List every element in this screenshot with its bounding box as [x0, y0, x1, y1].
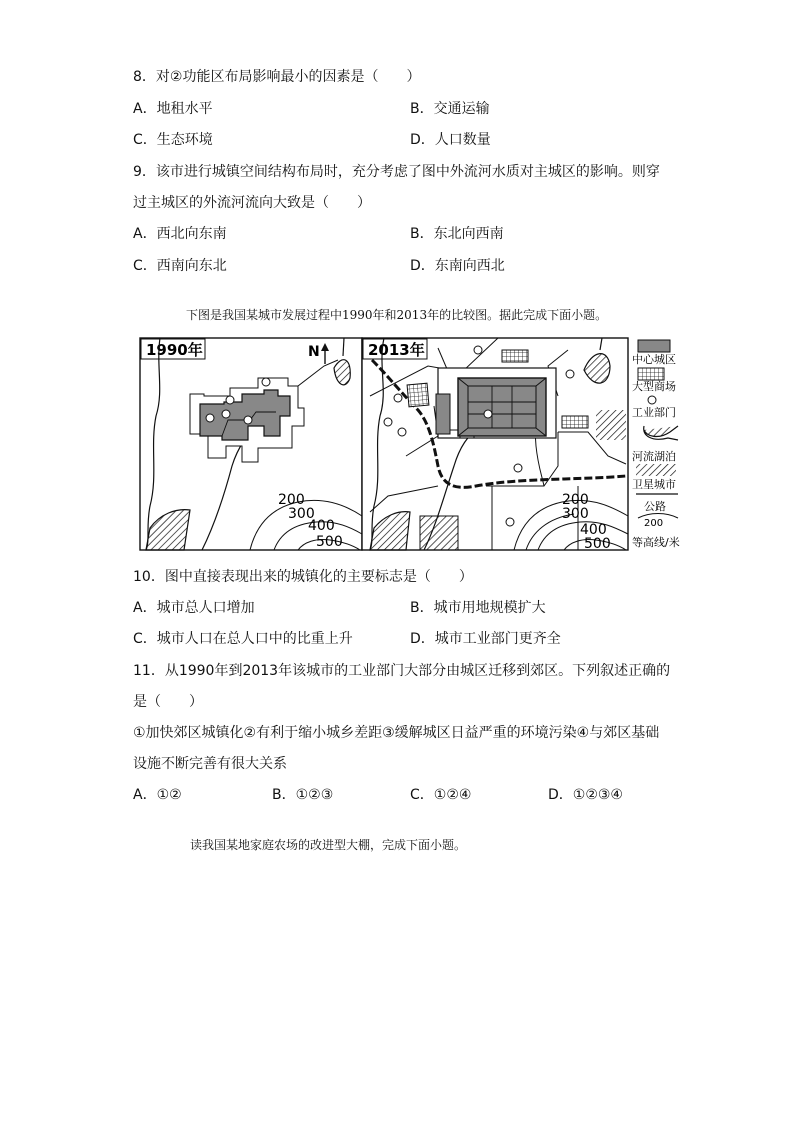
legend: [632, 340, 680, 549]
contour-2013-200: 200: [562, 492, 589, 508]
legend-contour-label: 等高线/米: [632, 536, 680, 549]
q10-option-b[interactable]: B．城市用地规模扩大: [410, 600, 546, 616]
q10-option-c[interactable]: C．城市人口在总人口中的比重上升: [133, 631, 353, 647]
legend-river-label: 河流湖泊: [632, 450, 676, 463]
legend-road-label: 公路: [644, 500, 666, 513]
q8-option-c[interactable]: C．生态环境: [133, 132, 213, 148]
svg-text:N: N: [308, 344, 320, 360]
q9-option-a[interactable]: A．西北向东南: [133, 226, 227, 242]
contour-1990-300: 300: [288, 506, 315, 522]
q11-option-a[interactable]: A．①②: [133, 787, 182, 803]
legend-mall-label: 大型商场: [632, 380, 676, 393]
mall-2013-2: [562, 416, 588, 428]
q11-option-d[interactable]: D．①②③④: [548, 787, 623, 803]
q11-stem-line1: 11．从1990年到2013年该城市的工业部门大部分由城区迁移到郊区。下列叙述正确的: [133, 663, 671, 679]
legend-contour-sample: 200: [644, 518, 664, 529]
q10-stem: 10．图中直接表现出来的城镇化的主要标志是（ ）: [133, 569, 473, 585]
contour-2013-500: 500: [584, 536, 611, 552]
satellite-town-2: [596, 410, 626, 440]
legend-satellite-label: 卫星城市: [632, 478, 676, 491]
q8-option-b[interactable]: B．交通运输: [410, 101, 490, 117]
figure-intro: 下图是我国某城市发展过程中1990年和2013年的比较图。据此完成下面小题。: [186, 308, 608, 322]
q9-option-c[interactable]: C．西南向东北: [133, 258, 227, 274]
q9-stem-line2: 过主城区的外流河流向大致是（ ）: [133, 195, 371, 211]
q10-option-d[interactable]: D．城市工业部门更齐全: [410, 631, 561, 647]
q9-option-b[interactable]: B．东北向西南: [410, 226, 504, 242]
panel-2013-label: 2013年: [368, 341, 425, 359]
q9-stem-line1: 9．该市进行城镇空间结构布局时，充分考虑了图中外流河水质对主城区的影响。则穿: [133, 164, 660, 180]
contour-1990-200: 200: [278, 492, 305, 508]
q9-option-d[interactable]: D．东南向西北: [410, 258, 505, 274]
q8-stem: 8．对②功能区布局影响最小的因素是（ ）: [133, 69, 421, 85]
q10-option-a[interactable]: A．城市总人口增加: [133, 600, 255, 616]
q11-option-c[interactable]: C．①②④: [410, 787, 472, 803]
panel-1990: [140, 338, 362, 550]
contour-1990-400: 400: [308, 518, 335, 534]
contour-2013-400: 400: [580, 522, 607, 538]
q8-option-a[interactable]: A．地租水平: [133, 101, 213, 117]
panel-1990-label: 1990年: [146, 341, 203, 359]
center-2013: [458, 378, 546, 436]
greenhouse-intro: 读我国某地家庭农场的改进型大棚，完成下面小题。: [190, 838, 467, 852]
city-comparison-figure: [138, 336, 690, 552]
q11-statements-line1: ①加快郊区城镇化②有利于缩小城乡差距③缓解城区日益严重的环境污染④与郊区基础: [133, 725, 660, 741]
contour-2013-300: 300: [562, 506, 589, 522]
q11-option-b[interactable]: B．①②③: [272, 787, 334, 803]
mall-2013-1: [502, 350, 528, 362]
legend-center-label: 中心城区: [632, 353, 676, 366]
legend-industry-label: 工业部门: [632, 406, 676, 419]
satellite-town-1: [420, 516, 458, 550]
q11-stem-line2: 是（ ）: [133, 694, 203, 710]
contour-1990-500: 500: [316, 534, 343, 550]
q11-statements-line2: 设施不断完善有很大关系: [133, 756, 287, 772]
q8-option-d[interactable]: D．人口数量: [410, 132, 491, 148]
mall-2013-3: [407, 383, 429, 407]
panel-2013: [362, 338, 628, 552]
